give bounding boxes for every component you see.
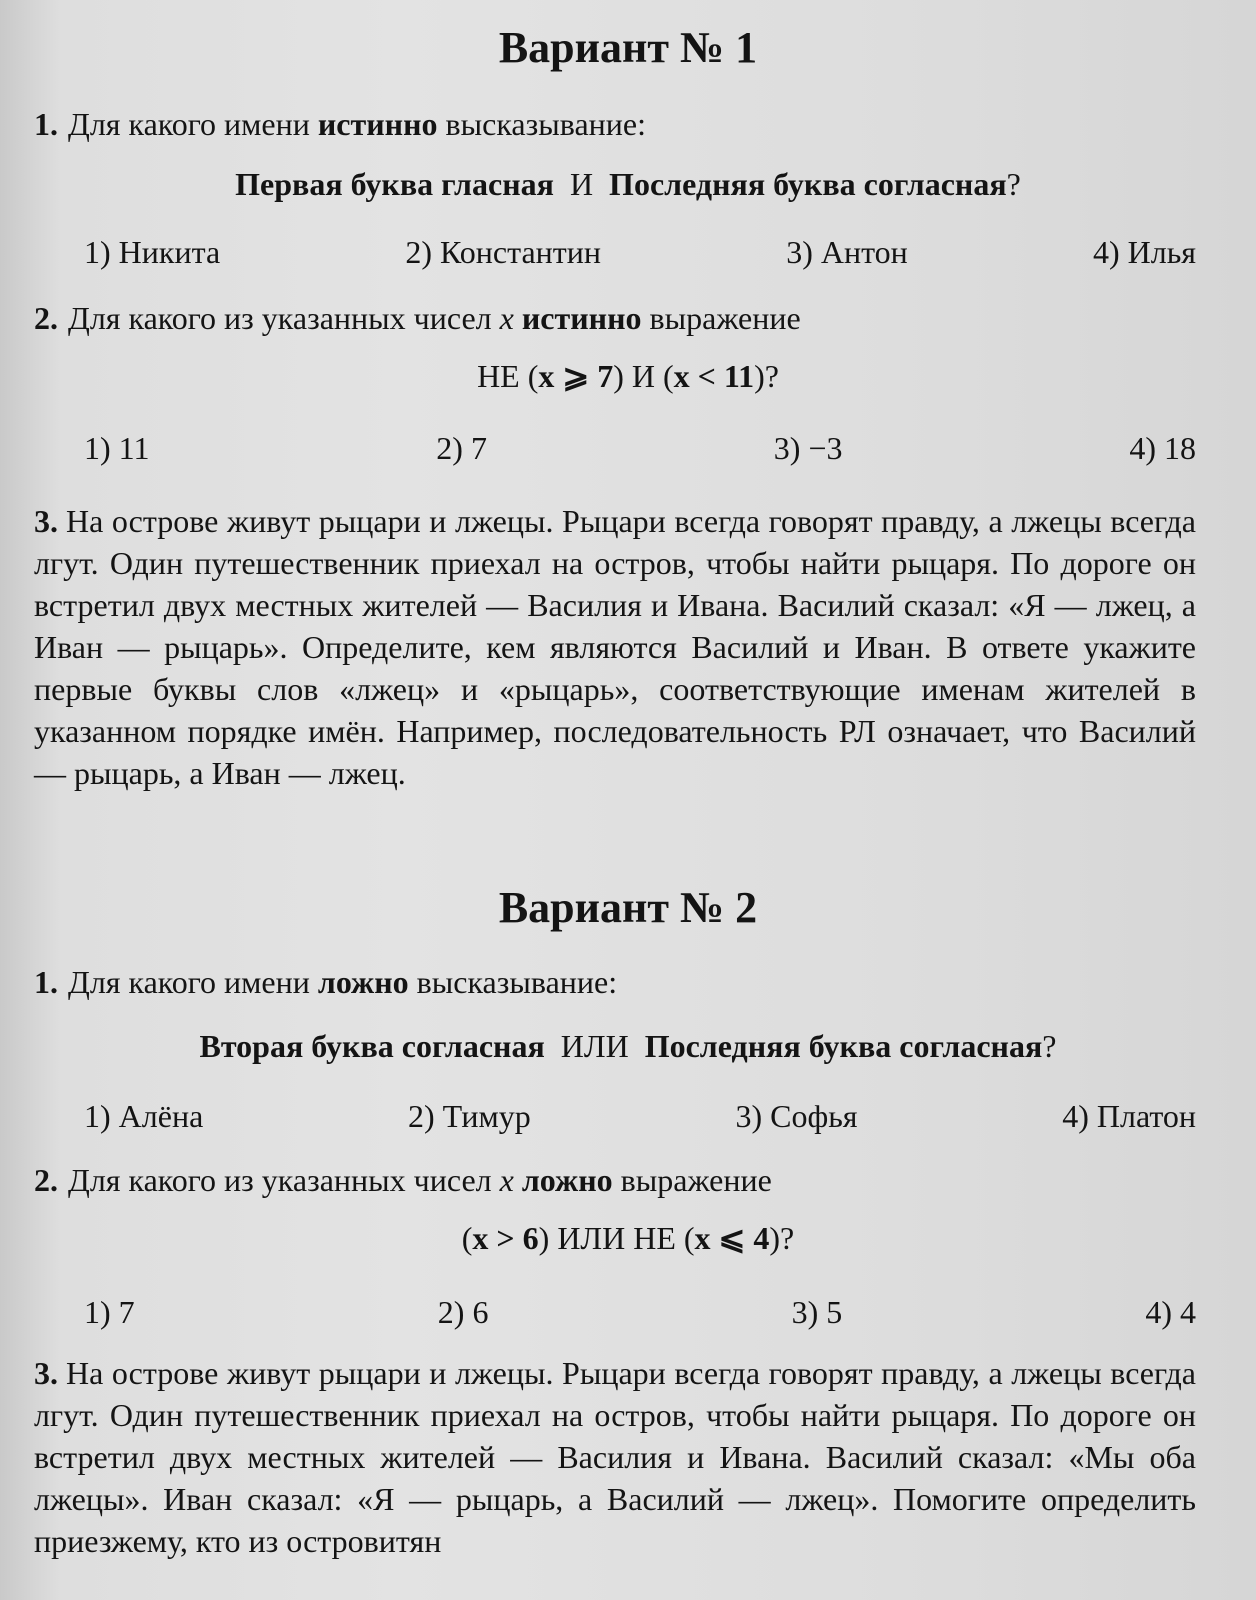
v1-q2-expr-mid: ) И ( xyxy=(613,358,674,394)
v2-q2-text-post: выражение xyxy=(612,1162,772,1198)
v1-q1-question xyxy=(34,104,646,144)
v1-q3-paragraph xyxy=(34,500,1196,794)
v2-q3-number: 3. xyxy=(34,1355,58,1391)
v2-q1-option-1: 1) Алёна xyxy=(84,1098,204,1134)
v1-q1-text-pre: Для какого имени xyxy=(68,106,318,142)
v2-q2-text-pre: Для какого из указанных чисел xyxy=(68,1162,500,1198)
v1-q1-statement xyxy=(0,164,1256,204)
v1-q3-text: На острове живут рыцари и лжецы. Рыцари всегда говорят правду, а лжецы всегда лгут. Один путешественник приехал на остров, чтобы найти рыцаря. По дороге он встретил двух местных жителей — Василия и Ивана. Василий сказал: «Я — лжец, а Иван — рыцарь». Определите, кем являются Василий и Иван. В ответе укажите первые буквы слов «лжец» и «рыцарь», соответствующие именам жителей в указанном порядке имён. Например, последовательность РЛ означает, что Василий — рыцарь, а Иван — лжец. xyxy=(34,503,1196,791)
v2-q1-statement xyxy=(0,1026,1256,1066)
v1-q2-options xyxy=(84,428,1196,468)
v1-q2-expr-pre: НЕ ( xyxy=(477,358,539,394)
v1-q2-option-1: 1) 11 xyxy=(84,430,150,466)
v2-q1-condition-a: Вторая буква согласная xyxy=(199,1028,545,1064)
v1-q1-options xyxy=(84,232,1196,272)
v2-q1-text-post: высказывание: xyxy=(408,964,618,1000)
v2-q1-option-3: 3) Софья xyxy=(735,1098,858,1134)
v2-q2-number: 2. xyxy=(34,1162,58,1198)
v2-q3-text: На острове живут рыцари и лжецы. Рыцари всегда говорят правду, а лжецы всегда лгут. Один путешественник приехал на остров, чтобы найти рыцаря. По дороге он встретил двух местных жителей — Василия и Ивана. Василий сказал: «Мы оба лжецы». Иван сказал: «Я — рыцарь, а Василий — лжец». Помогите определить приезжему, кто из островитян xyxy=(34,1355,1196,1559)
v1-q1-operator: И xyxy=(569,166,594,202)
v1-q1-option-2: 2) Константин xyxy=(405,234,601,270)
v1-q1-option-3: 3) Антон xyxy=(786,234,908,270)
v2-q1-options xyxy=(84,1096,1196,1136)
v1-q2-variable: x xyxy=(499,300,514,336)
v1-q1-question-mark: ? xyxy=(1006,166,1021,202)
v1-q1-condition-b: Последняя буква согласная xyxy=(609,166,1007,202)
v2-q2-question xyxy=(34,1160,772,1200)
v2-q2-text-bold: ложно xyxy=(521,1162,613,1198)
v1-q1-text-post: высказывание: xyxy=(437,106,646,142)
v1-q1-option-4: 4) Илья xyxy=(1092,234,1196,270)
v2-q2-option-2: 2) 6 xyxy=(437,1294,489,1330)
v1-q2-expr-post: )? xyxy=(754,358,779,394)
v2-q1-question-mark: ? xyxy=(1042,1028,1057,1064)
v2-q1-number: 1. xyxy=(34,964,58,1000)
v2-q2-option-3: 3) 5 xyxy=(791,1294,843,1330)
v2-q1-question xyxy=(34,962,617,1002)
v2-q2-expression xyxy=(0,1218,1256,1258)
v2-q2-variable: x xyxy=(499,1162,514,1198)
v1-q1-text-bold: истинно xyxy=(317,106,438,142)
v2-q1-option-2: 2) Тимур xyxy=(407,1098,531,1134)
v2-q1-text-pre: Для какого имени xyxy=(68,964,318,1000)
v2-q2-expr-mid: ) ИЛИ НЕ ( xyxy=(538,1220,695,1256)
v1-q2-expression xyxy=(0,356,1256,396)
v1-q3-number: 3. xyxy=(34,503,58,539)
v1-q2-text-bold: истинно xyxy=(521,300,642,336)
v1-q2-number: 2. xyxy=(34,300,58,336)
v2-q2-options xyxy=(84,1292,1196,1332)
v2-q2-space xyxy=(514,1162,522,1198)
v2-q2-expr-post: )? xyxy=(769,1220,795,1256)
v2-q2-option-1: 1) 7 xyxy=(84,1294,135,1330)
v2-q1-condition-b: Последняя буква согласная xyxy=(644,1028,1043,1064)
v2-q3-paragraph xyxy=(34,1352,1196,1562)
v1-q2-expr-b: x < 11 xyxy=(673,358,755,394)
v2-q2-expr-a: x > 6 xyxy=(472,1220,539,1256)
v1-q2-text-post: выражение xyxy=(641,300,801,336)
v1-q2-space xyxy=(514,300,522,336)
variant-1-title: Вариант № 1 xyxy=(498,23,758,72)
v1-q1-condition-a: Первая буква гласная xyxy=(235,166,554,202)
v1-q2-text-pre: Для какого из указанных чисел xyxy=(68,300,500,336)
v1-q2-option-3: 3) −3 xyxy=(773,430,843,466)
v2-q2-option-4: 4) 4 xyxy=(1145,1294,1196,1330)
v2-q2-expr-b: x ⩽ 4 xyxy=(694,1220,770,1256)
v1-q2-option-2: 2) 7 xyxy=(436,430,487,466)
v2-q2-expr-pre: ( xyxy=(461,1220,473,1256)
v1-q2-option-4: 4) 18 xyxy=(1129,430,1196,466)
v1-q1-option-1: 1) Никита xyxy=(84,234,221,270)
v1-q1-number: 1. xyxy=(34,106,58,142)
v2-q1-text-bold: ложно xyxy=(317,964,409,1000)
v2-q1-option-4: 4) Платон xyxy=(1062,1098,1196,1134)
v1-q2-expr-a: x ⩾ 7 xyxy=(538,358,614,394)
v2-q1-operator: ИЛИ xyxy=(560,1028,629,1064)
v1-q2-question xyxy=(34,298,801,338)
variant-2-title: Вариант № 2 xyxy=(498,883,758,932)
